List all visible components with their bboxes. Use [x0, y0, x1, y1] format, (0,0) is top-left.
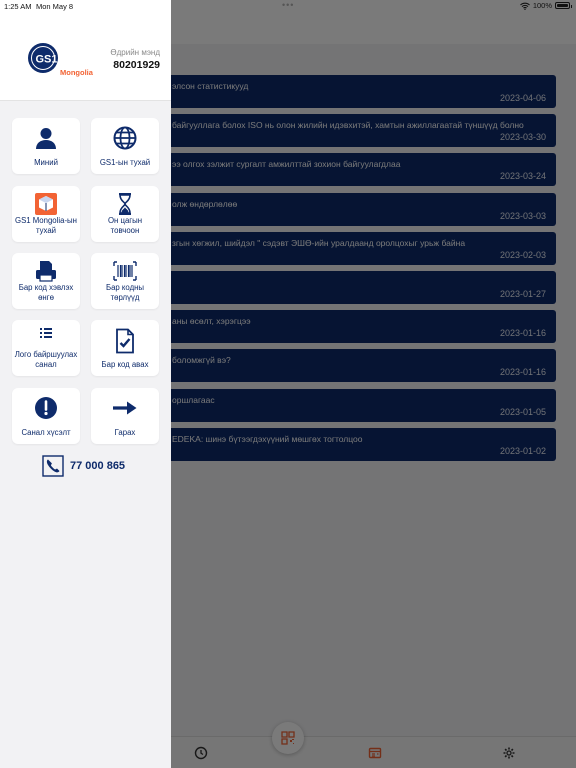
menu-tile-mine[interactable] — [12, 118, 80, 174]
arrow-right-icon — [112, 400, 138, 416]
gs1-mongolia-logo — [26, 40, 96, 80]
side-drawer — [0, 0, 171, 768]
exclamation-icon — [34, 396, 58, 420]
hourglass-icon — [113, 192, 137, 216]
multitask-dots[interactable]: ••• — [282, 0, 295, 10]
user-icon — [34, 126, 58, 150]
phone-contact[interactable] — [42, 455, 125, 477]
menu-tile-logo-placement[interactable] — [12, 320, 80, 376]
document-check-icon — [113, 328, 137, 354]
phone-number: 77 000 865 — [70, 460, 126, 472]
printer-icon — [34, 259, 58, 283]
menu-tile-timeline[interactable] — [91, 186, 159, 242]
battery-icon — [555, 2, 570, 9]
battery-percent: 100% — [532, 1, 552, 10]
globe-icon — [113, 126, 137, 150]
status-bar — [0, 0, 576, 12]
status-right — [520, 1, 570, 10]
logo-subtext: Mongolia — [60, 68, 93, 77]
menu-tile-about-gs1-mongolia[interactable] — [12, 186, 80, 242]
phone-icon — [42, 455, 64, 477]
user-id: 80201929 — [113, 59, 160, 71]
list-icon — [39, 327, 53, 339]
menu-tile-about-gs1[interactable] — [91, 118, 159, 174]
status-time: 1:25 AM — [4, 2, 32, 11]
cube-logo-icon — [34, 192, 58, 216]
menu-tile-feedback[interactable] — [12, 388, 80, 444]
barcode-icon — [113, 261, 137, 281]
tile-label: GS1 Mongolia-ын тухай — [15, 216, 77, 235]
tile-label: Бар код хэвлэх өнгө — [18, 283, 74, 302]
menu-tile-get-barcode[interactable] — [91, 320, 159, 376]
status-date: Mon May 8 — [36, 2, 74, 11]
wifi-icon — [520, 2, 530, 10]
greeting — [110, 48, 160, 71]
logo-text: GS1 — [35, 53, 58, 66]
tile-label: Бар код авах — [101, 360, 149, 369]
menu-tile-barcode-print-color[interactable] — [12, 253, 80, 309]
menu-tile-logout[interactable] — [91, 388, 159, 444]
tile-label: GS1-ын тухай — [99, 158, 151, 167]
tile-label: Бар кодны төрлүүд — [105, 283, 145, 302]
battery-level — [557, 4, 568, 7]
greeting-label: Өдрийн мэнд — [110, 48, 160, 57]
menu-tile-barcode-types[interactable] — [91, 253, 159, 309]
tile-label: Гарах — [114, 428, 136, 437]
tile-label: Лого байршуулах санал — [14, 350, 78, 369]
tile-label: Миний — [34, 158, 58, 167]
drawer-header — [0, 0, 171, 101]
tile-label: Он цагын товчоон — [107, 216, 143, 235]
tile-label: Санал хүсэлт — [21, 428, 71, 437]
